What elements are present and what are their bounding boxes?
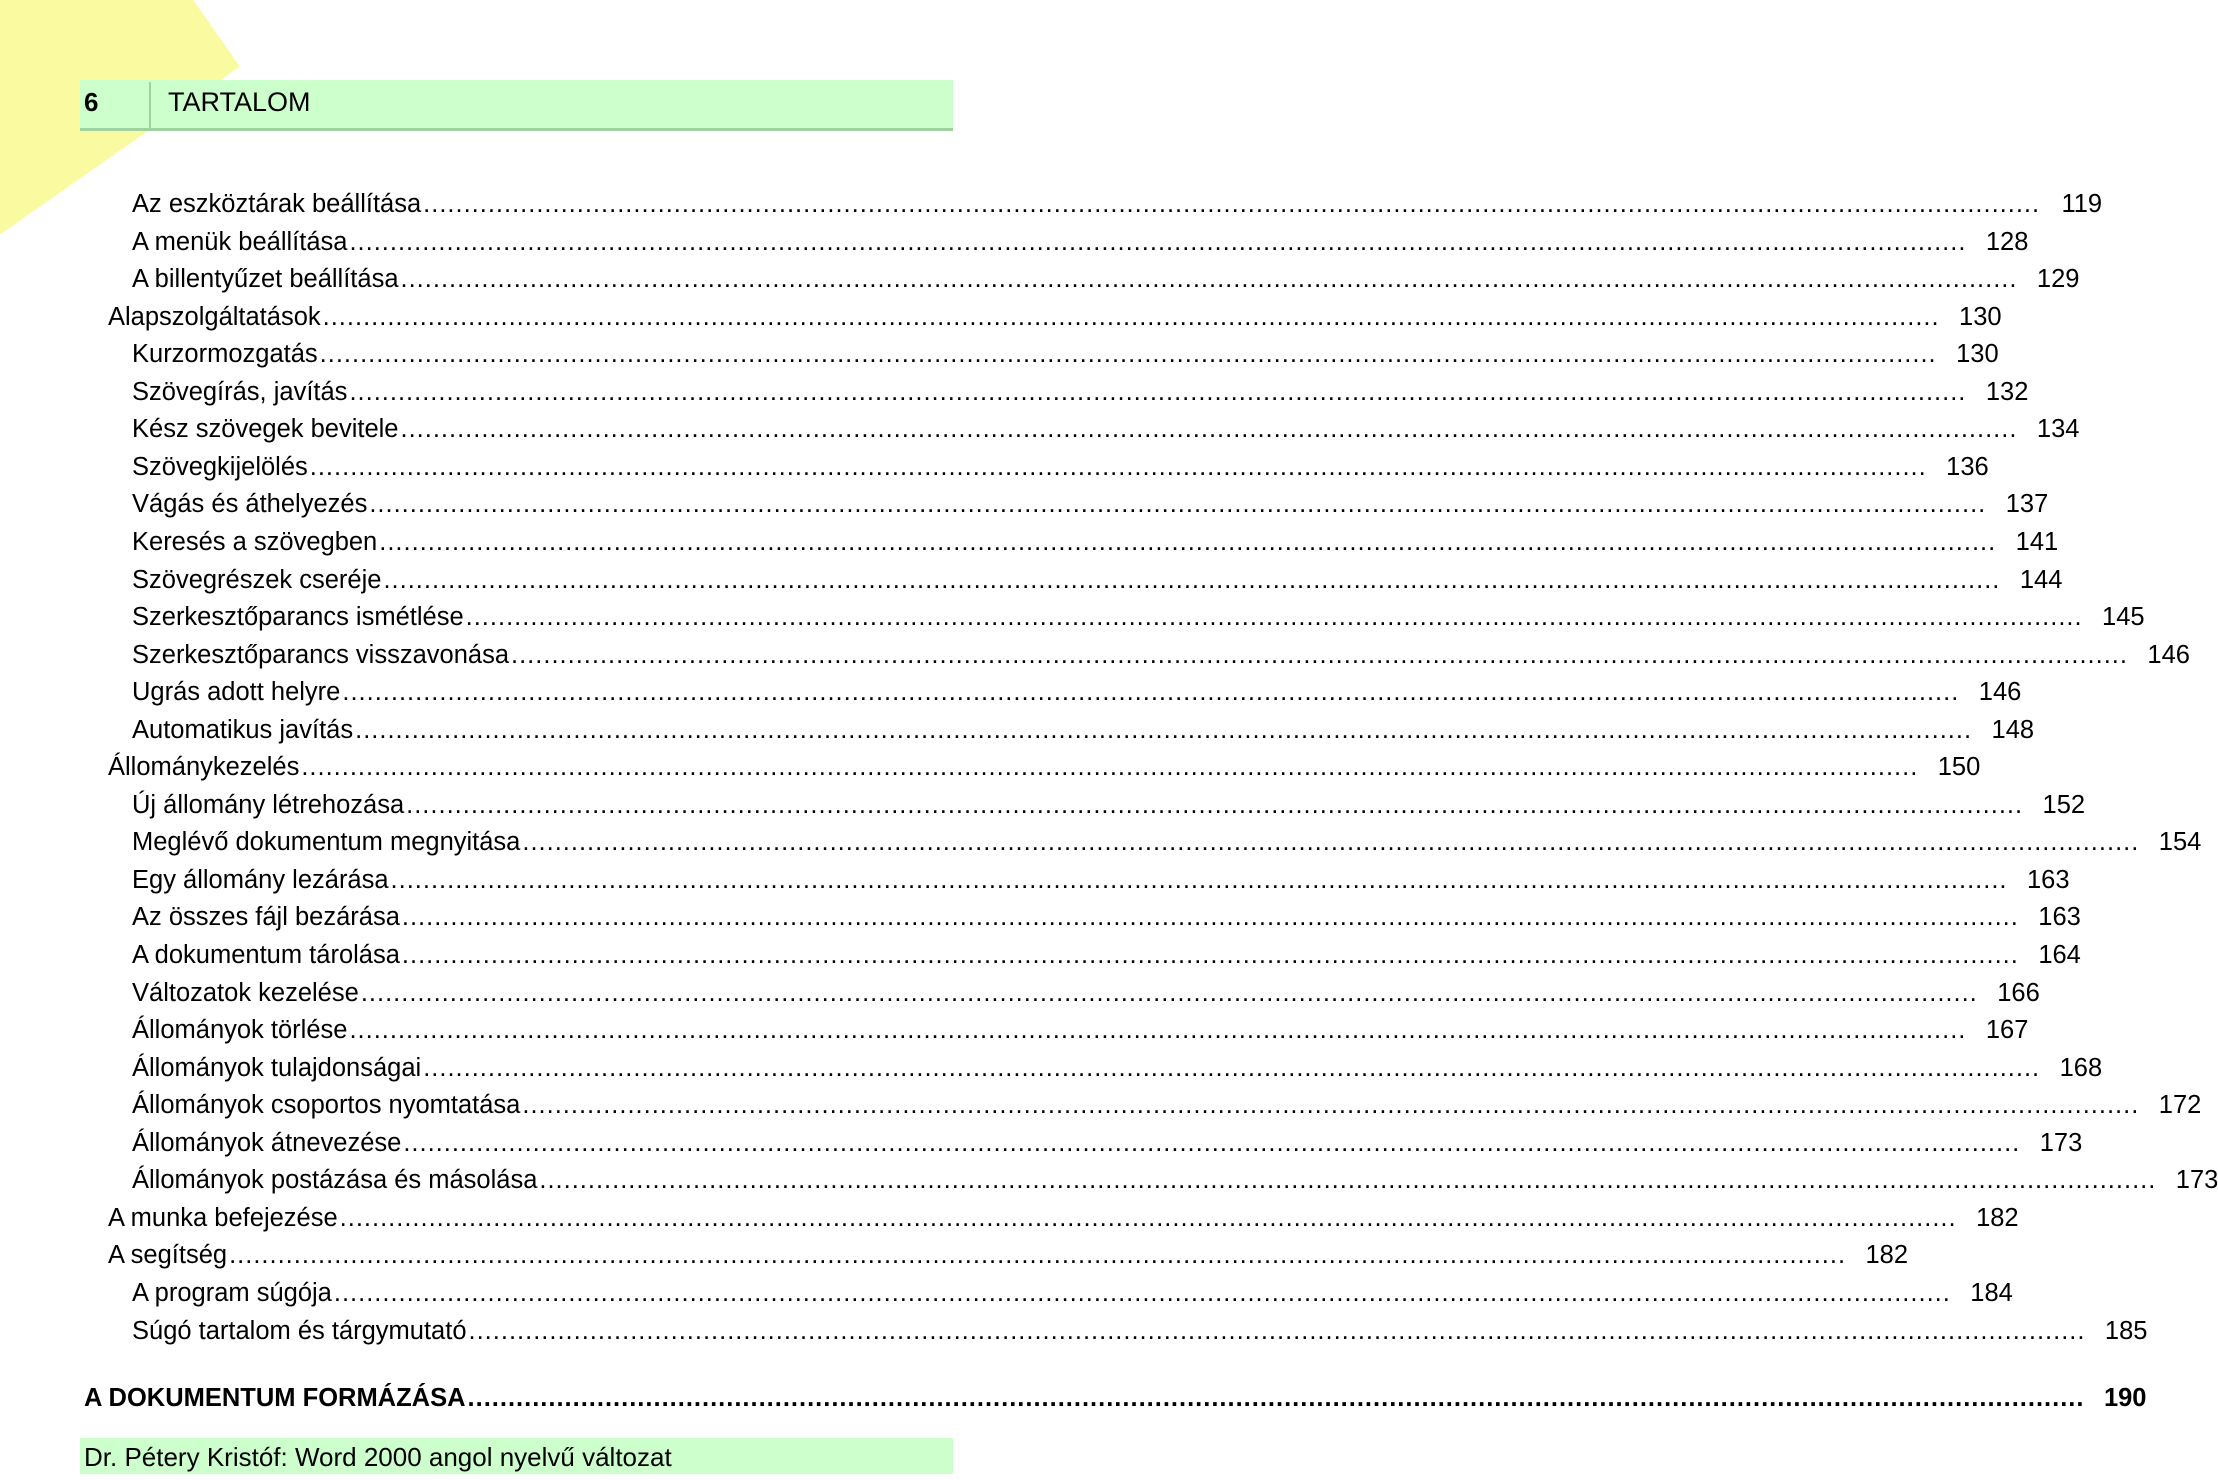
- toc-entry: [132, 1087, 2202, 1123]
- toc-entry-page: 182: [1865, 1241, 1909, 1270]
- toc-entry-title: Szerkesztőparancs visszavonása: [132, 640, 510, 669]
- toc-dot-leader: ........................................................................................................................................................................................................: [333, 1278, 1951, 1307]
- toc-entry: [132, 674, 2022, 710]
- toc-entry-page: 146: [2147, 640, 2190, 669]
- header-divider: [149, 82, 151, 130]
- toc-entry-title: Az összes fájl bezárása: [132, 903, 400, 932]
- toc-entry-page: 166: [1997, 978, 2040, 1007]
- toc-entry: [132, 637, 2190, 673]
- toc-entry-title: Keresés a szövegben: [132, 527, 378, 556]
- toc-entry: [132, 937, 2081, 973]
- toc-chapter-entry: [84, 1380, 2147, 1416]
- toc-dot-leader: ........................................................................................................................................................................................................: [468, 1316, 2086, 1345]
- toc-entry-title: Állományok törlése: [132, 1016, 348, 1045]
- toc-entry-page: 164: [2038, 941, 2081, 969]
- toc-dot-leader: ........................................................................................................................................................................................................: [403, 1128, 2021, 1157]
- toc-entry: [132, 899, 2081, 935]
- toc-entry: [132, 1313, 2148, 1349]
- toc-entry-page: 184: [1970, 1278, 2013, 1307]
- toc-entry: [132, 1012, 2029, 1048]
- toc-dot-leader: ........................................................................................................................................................................................................: [301, 753, 1919, 782]
- toc-entry-title: Egy állomány lezárása: [132, 865, 389, 894]
- toc-entry: [132, 599, 2145, 635]
- toc-entry: [132, 374, 2029, 410]
- toc-entry-title: Állományok átnevezése: [132, 1128, 402, 1157]
- toc-entry-page: 130: [1956, 340, 1999, 369]
- toc-dot-leader: ........................................................................................................................................................................................................: [383, 565, 2001, 594]
- toc-dot-leader: ........................................................................................................................................................................................................: [355, 715, 1973, 744]
- toc-chapter-title: A DOKUMENTUM FORMÁZÁSA: [84, 1384, 466, 1412]
- toc-entry-title: Állományok postázása és másolása: [132, 1166, 538, 1195]
- toc-entry: [132, 562, 2063, 598]
- toc-entry-page: 129: [2036, 265, 2080, 294]
- toc-entry-title: Az eszköztárak beállítása: [132, 190, 422, 218]
- toc-dot-leader: ........................................................................................................................................................................................................: [406, 790, 2024, 819]
- toc-entry: [132, 1162, 2218, 1198]
- toc-entry-page: 128: [1985, 227, 2029, 256]
- toc-entry: [132, 186, 2103, 222]
- toc-entry: [132, 336, 1999, 372]
- toc-entry-page: 141: [2015, 527, 2059, 556]
- toc-entry: [108, 1237, 1909, 1273]
- toc-entry-page: 154: [2158, 828, 2202, 857]
- toc-entry: [132, 975, 2040, 1011]
- toc-entry-page: 185: [2104, 1316, 2148, 1345]
- toc-dot-leader: ........................................................................................................................................................................................................: [539, 1166, 2157, 1195]
- toc-dot-leader: ........................................................................................................................................................................................................: [349, 377, 1967, 406]
- toc-entry-page: 182: [1976, 1203, 2019, 1232]
- toc-entry-title: Meglévő dokumentum megnyitása: [132, 828, 521, 857]
- toc-entry-title: A billentyűzet beállítása: [132, 265, 399, 294]
- toc-entry-page: 163: [2038, 903, 2081, 932]
- toc-dot-leader: ........................................................................................................................................................................................................: [522, 1091, 2140, 1120]
- toc-dot-leader: ........................................................................................................................................................................................................: [319, 340, 1937, 369]
- toc-entry-page: 137: [2005, 490, 2049, 519]
- toc-dot-leader: ........................................................................................................................................................................................................: [465, 603, 2083, 632]
- toc-entry-title: A segítség: [108, 1241, 228, 1270]
- toc-entry-title: Kurzormozgatás: [132, 340, 318, 369]
- toc-entry-page: 152: [2042, 790, 2086, 819]
- toc-entry-page: 173: [2175, 1166, 2218, 1195]
- toc-chapter-page: 190: [2103, 1384, 2147, 1412]
- toc-entry-title: Alapszolgáltatások: [108, 302, 321, 331]
- toc-entry: [132, 261, 2080, 297]
- footer-text: Dr. Pétery Kristóf: Word 2000 angol nyelvű változat: [84, 1442, 672, 1472]
- toc-entry-page: 148: [1991, 715, 2035, 744]
- toc-dot-leader: ........................................................................................................................................................................................................: [369, 490, 1987, 519]
- toc-dot-leader: ........................................................................................................................................................................................................: [511, 640, 2128, 669]
- toc-dot-leader: ........................................................................................................................................................................................................: [379, 527, 1997, 556]
- toc-entry-page: 146: [1978, 678, 2022, 707]
- toc-entry: [132, 787, 2086, 823]
- toc-entry-title: A program súgója: [132, 1278, 332, 1307]
- toc-entry-title: Szövegírás, javítás: [132, 377, 348, 406]
- toc-entry-title: Szerkesztőparancs ismétlése: [132, 603, 464, 632]
- toc-dot-leader: ........................................................................................................................................................................................................: [423, 1053, 2041, 1082]
- toc-entry: [108, 1200, 2019, 1236]
- toc-entry: [132, 1050, 2103, 1086]
- toc-dot-leader: ........................................................................................................................................................................................................: [309, 452, 1927, 481]
- toc-entry: [132, 824, 2202, 860]
- toc-dot-leader: ........................................................................................................................................................................................................: [322, 302, 1940, 331]
- toc-entry: [132, 1125, 2083, 1161]
- toc-entry: [108, 749, 1981, 785]
- toc-entry-page: 136: [1946, 452, 1989, 481]
- toc-entry-title: A menük beállítása: [132, 227, 348, 256]
- page-number: 6: [84, 87, 99, 117]
- toc-dot-leader: ........................................................................................................................................................................................................: [400, 415, 2018, 444]
- toc-entry-page: 134: [2036, 415, 2080, 444]
- toc-dot-leader: ........................................................................................................................................................................................................: [390, 865, 2008, 894]
- toc-dot-leader: ........................................................................................................................................................................................................: [349, 1016, 1967, 1045]
- toc-entry-title: Súgó tartalom és tárgymutató: [132, 1316, 467, 1345]
- toc-entry-page: 130: [1959, 302, 2002, 331]
- toc-entry: [132, 712, 2035, 748]
- toc-entry-page: 172: [2158, 1091, 2202, 1120]
- toc-dot-leader: ........................................................................................................................................................................................................: [339, 1203, 1957, 1232]
- toc-entry-title: A dokumentum tárolása: [132, 941, 400, 969]
- toc-dot-leader: ........................................................................................................................................................................................................: [467, 1384, 2085, 1412]
- toc-entry-page: 163: [2026, 865, 2070, 894]
- toc-entry-title: Vágás és áthelyezés: [132, 490, 368, 519]
- toc-entry-title: Állománykezelés: [108, 753, 300, 782]
- toc-entry: [132, 1275, 2013, 1311]
- toc-dot-leader: ........................................................................................................................................................................................................: [360, 978, 1978, 1007]
- toc-dot-leader: ........................................................................................................................................................................................................: [400, 265, 2018, 294]
- toc-entry-title: Változatok kezelése: [132, 978, 359, 1007]
- toc-entry-page: 145: [2102, 603, 2145, 632]
- toc-dot-leader: ........................................................................................................................................................................................................: [401, 941, 2019, 969]
- toc-entry-title: Kész szövegek bevitele: [132, 415, 399, 444]
- toc-entry-page: 144: [2019, 565, 2063, 594]
- toc-dot-leader: ........................................................................................................................................................................................................: [401, 903, 2019, 932]
- toc-dot-leader: ........................................................................................................................................................................................................: [349, 227, 1967, 256]
- toc-entry-title: Ugrás adott helyre: [132, 678, 341, 707]
- toc-entry-page: 119: [2061, 190, 2103, 218]
- toc-entry-title: Új állomány létrehozása: [132, 790, 405, 819]
- toc-entry-title: Állományok csoportos nyomtatása: [132, 1091, 521, 1120]
- toc-entry-page: 173: [2039, 1128, 2083, 1157]
- toc-entry-page: 150: [1937, 753, 1981, 782]
- toc-entry-title: Szövegkijelölés: [132, 452, 308, 481]
- toc-dot-leader: ........................................................................................................................................................................................................: [342, 678, 1960, 707]
- toc-entry: [132, 862, 2070, 898]
- toc-entry: [132, 411, 2080, 447]
- toc-entry: [132, 224, 2029, 260]
- toc-entry-title: Állományok tulajdonságai: [132, 1053, 422, 1082]
- toc-entry-title: A munka befejezése: [108, 1203, 338, 1232]
- toc-entry-title: Szövegrészek cseréje: [132, 565, 382, 594]
- toc-entry-page: 167: [1985, 1016, 2029, 1045]
- toc-entry: [108, 299, 2002, 335]
- toc-entry-page: 168: [2059, 1053, 2103, 1082]
- toc-entry: [132, 486, 2049, 522]
- toc-entry: [132, 449, 1989, 485]
- toc-entry-page: 132: [1985, 377, 2029, 406]
- toc-dot-leader: ........................................................................................................................................................................................................: [423, 190, 2041, 218]
- toc-dot-leader: ........................................................................................................................................................................................................: [522, 828, 2140, 857]
- toc-dot-leader: ........................................................................................................................................................................................................: [229, 1241, 1847, 1270]
- toc-entry-title: Automatikus javítás: [132, 715, 354, 744]
- toc-entry: [132, 524, 2059, 560]
- page-title: TARTALOM: [168, 87, 311, 117]
